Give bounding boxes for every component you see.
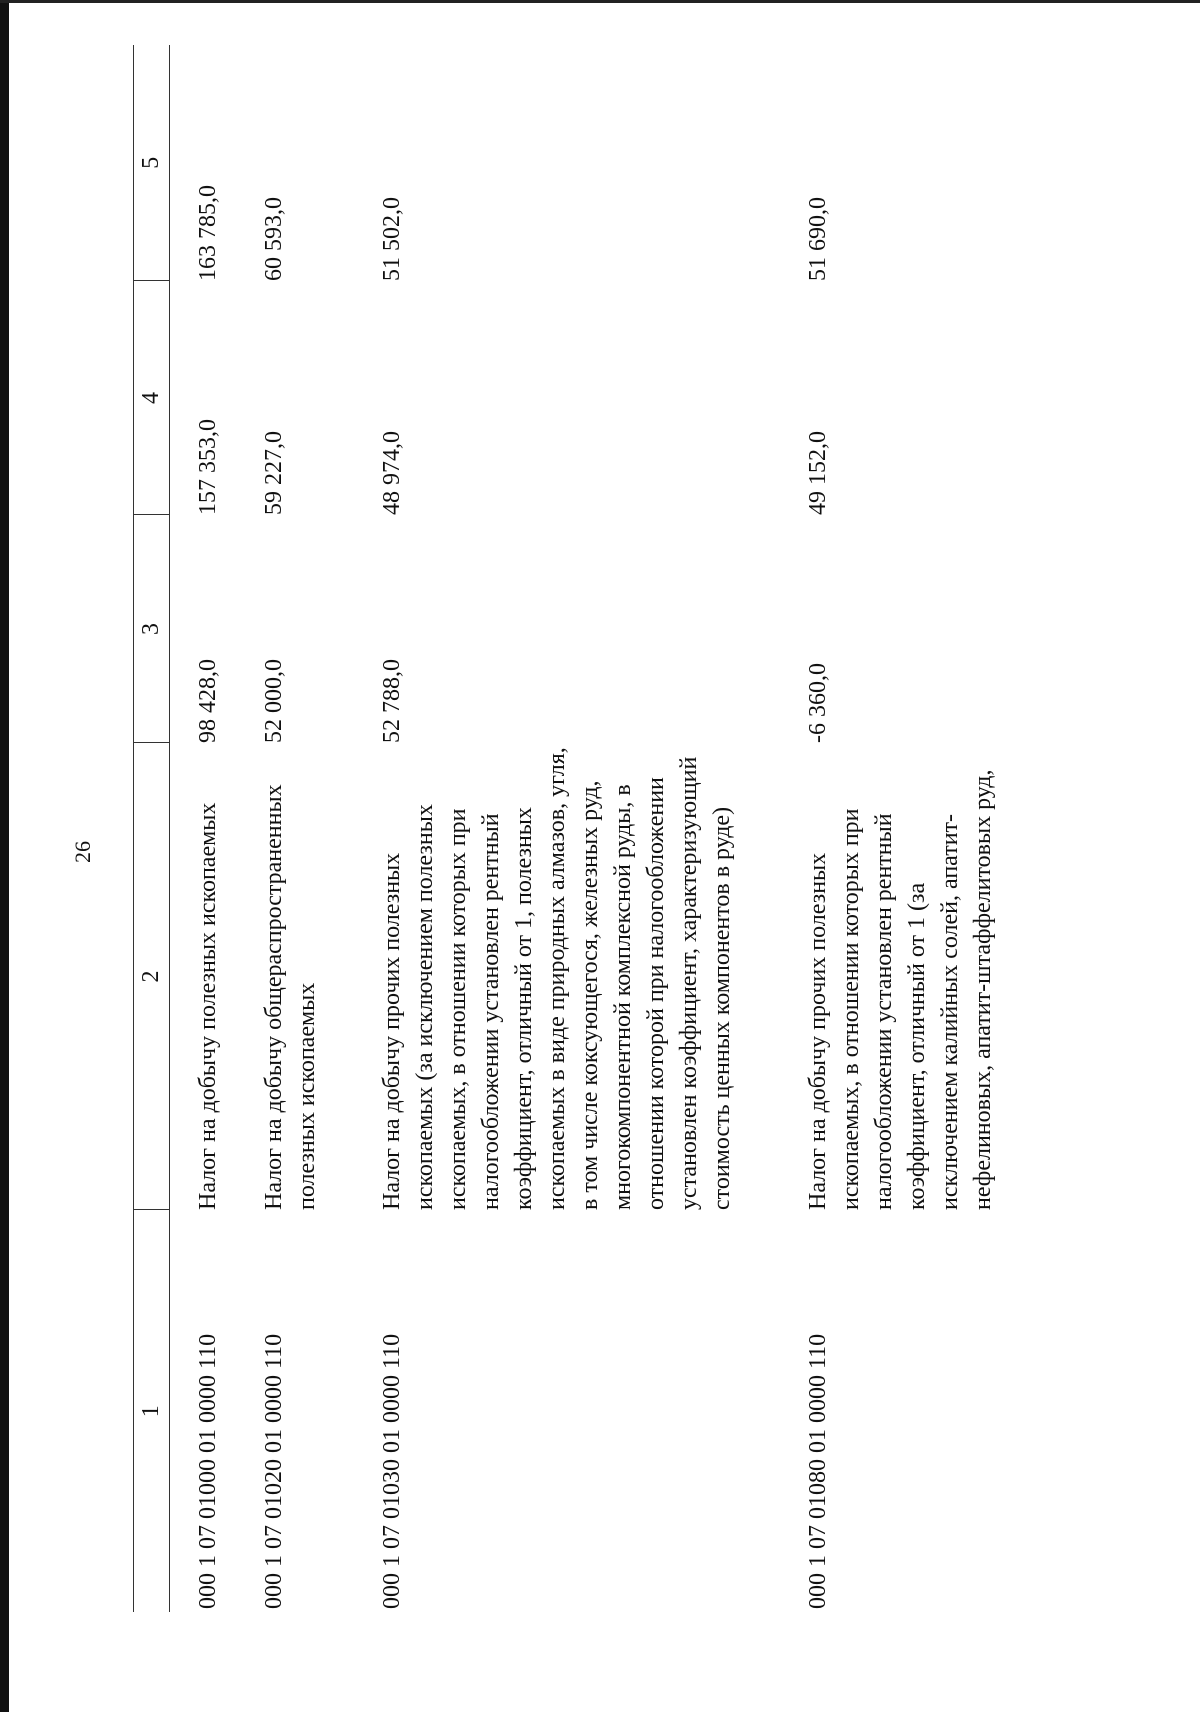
classification-code: 000 1 07 01000 01 0000 110	[194, 1333, 221, 1609]
revenue-name: Налог на добычу прочих полезных ископаемых (за исключением полезных ископаемых, в отношении которых при налогообложении установлен рентный коэффициент, отличный от 1, полезных ископаемых в виде природных алмазов, угля, в том числе коксующегося, железных руд, многокомпонентной комплексной руды, в отношении которой при налогообложении установлен коэффициент, характеризующий стоимость ценных компонентов в руде)	[378, 747, 735, 1210]
value-col4: 157 353,0	[194, 419, 221, 515]
revenue-name: Налог на добычу общераспространенных полезных ископаемых	[260, 784, 320, 1210]
value-col5: 51 502,0	[378, 197, 405, 281]
classification-code: 000 1 07 01080 01 0000 110	[804, 1333, 831, 1609]
value-col3: 52 788,0	[378, 659, 405, 743]
table-header-row	[134, 45, 170, 1612]
value-col3: 52 000,0	[260, 659, 287, 743]
value-col5: 51 690,0	[804, 197, 831, 281]
classification-code: 000 1 07 01030 01 0000 110	[378, 1333, 405, 1609]
column-header-4: 4	[134, 281, 170, 515]
table-row	[258, 45, 376, 1612]
value-col5: 60 593,0	[260, 197, 287, 281]
value-col5: 163 785,0	[194, 185, 221, 281]
value-col4: 48 974,0	[378, 431, 405, 515]
revenue-name: Налог на добычу полезных ископаемых	[194, 802, 221, 1210]
value-col3: -6 360,0	[804, 663, 831, 743]
table-row	[192, 45, 258, 1612]
value-col4: 49 152,0	[804, 431, 831, 515]
budget-table	[133, 45, 1000, 1612]
table-row	[376, 45, 802, 1612]
column-header-5: 5	[134, 45, 170, 281]
column-header-1: 1	[134, 1210, 170, 1612]
page-number: 26	[70, 841, 95, 863]
value-col3: 98 428,0	[194, 659, 221, 743]
table-row	[802, 45, 1000, 1612]
value-col4: 59 227,0	[260, 431, 287, 515]
column-header-3: 3	[134, 515, 170, 743]
revenue-name: Налог на добычу прочих полезных ископаемых, в отношении которых при налогообложении установлен рентный коэффициент, отличный от 1 (за исключением калийных солей, апатит-нефелиновых, апатит-штаффелитовых руд,	[804, 769, 996, 1210]
column-header-2: 2	[134, 743, 170, 1210]
classification-code: 000 1 07 01020 01 0000 110	[260, 1333, 287, 1609]
